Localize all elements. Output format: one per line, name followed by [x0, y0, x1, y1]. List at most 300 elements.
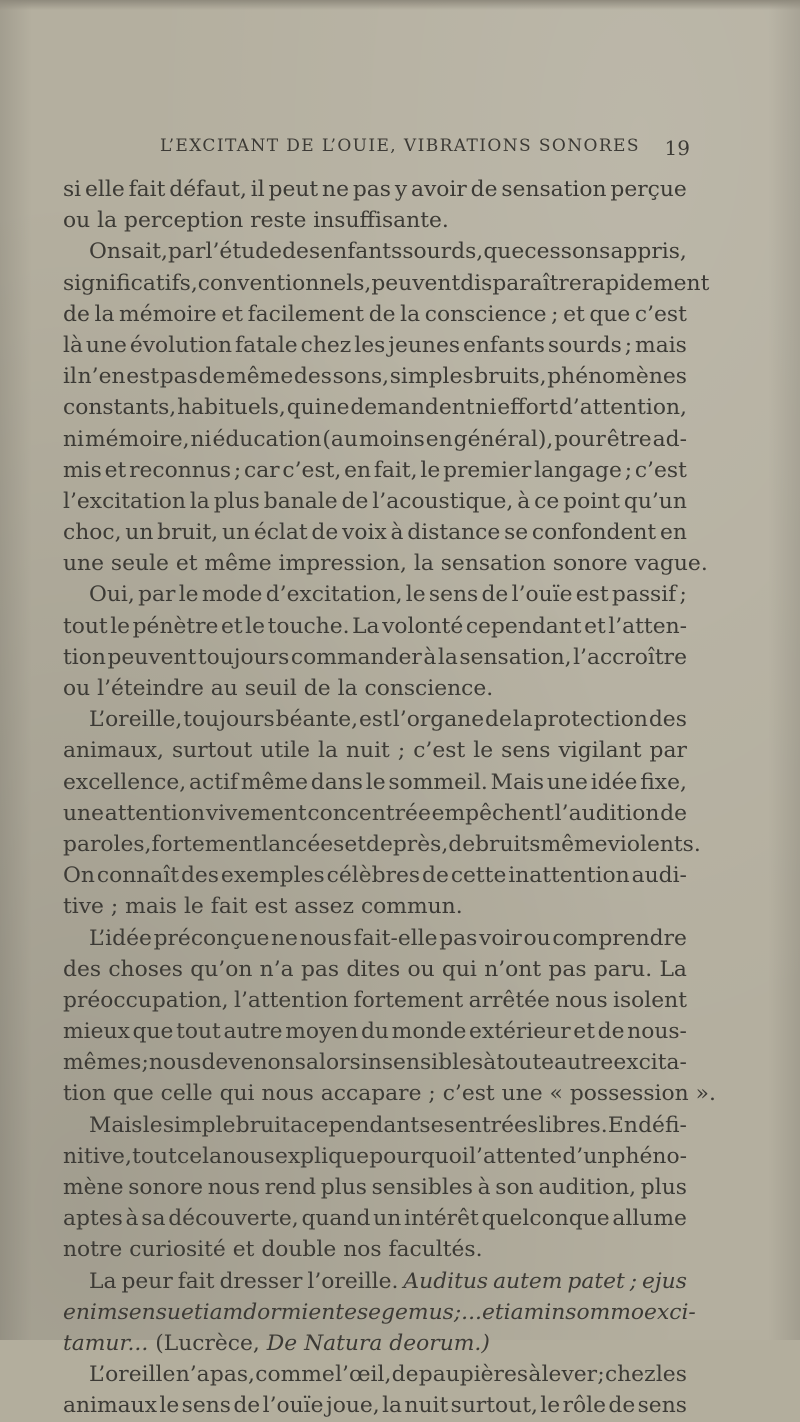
word: à: [483, 1050, 497, 1076]
word: l’attente: [469, 1143, 563, 1169]
word: des: [180, 863, 219, 889]
word: impression,: [278, 551, 407, 577]
text-line: [63, 798, 687, 829]
word: plus: [213, 488, 260, 514]
word: comprendre: [552, 925, 687, 951]
text-line: [63, 860, 687, 891]
page-top-edge: [0, 0, 800, 10]
text-line: [63, 1390, 687, 1421]
word: bruits,: [474, 364, 547, 390]
word: son: [495, 1175, 534, 1200]
word: de: [448, 831, 476, 857]
word: voix: [342, 520, 387, 546]
word: et: [573, 1019, 595, 1045]
word: préoccupation,: [63, 987, 229, 1013]
word: rôle: [562, 1393, 606, 1419]
word: sommo: [565, 1299, 645, 1325]
word: n’ont: [484, 956, 542, 982]
word: pénètre: [132, 613, 219, 639]
word: L’oreille,: [89, 707, 183, 733]
text-line: [63, 1047, 687, 1078]
word: en: [659, 520, 687, 546]
word: quelconque: [481, 1206, 610, 1232]
word: de: [311, 520, 339, 546]
text-line: [63, 985, 687, 1016]
text-line: [63, 923, 687, 954]
word: paru.: [593, 956, 653, 982]
word: exci-: [644, 1299, 696, 1325]
word: et: [175, 551, 198, 577]
text-line: [63, 205, 687, 236]
word: Oui,: [89, 582, 135, 608]
text-line: [63, 1078, 716, 1109]
word: point: [563, 488, 620, 514]
page-number: 19: [664, 136, 690, 160]
word: général),: [453, 426, 554, 452]
word: audi-: [631, 863, 687, 889]
word: y: [394, 177, 408, 202]
word: préconçue: [153, 925, 270, 951]
word: tout: [63, 613, 108, 639]
word: audition,: [538, 1175, 637, 1200]
word: surtout: [171, 738, 253, 764]
word: que: [483, 239, 525, 265]
word: a: [290, 1112, 304, 1138]
word: fatale: [235, 332, 298, 358]
word: le: [540, 1393, 561, 1419]
word: pour: [554, 426, 606, 452]
running-head: [160, 136, 690, 166]
word: à: [125, 1206, 139, 1232]
word: de: [660, 800, 687, 826]
word: à: [423, 644, 437, 670]
word: le: [159, 1393, 180, 1419]
word: ni: [190, 426, 212, 452]
word: fixe,: [640, 769, 687, 795]
word: passif: [611, 582, 677, 608]
word: éducation: [212, 426, 322, 452]
word: éclat: [253, 520, 308, 546]
word: celle: [160, 1081, 213, 1107]
word: c’est: [413, 738, 466, 764]
word: La: [659, 956, 687, 982]
word: plus: [640, 1175, 687, 1200]
word: en: [425, 426, 453, 452]
word: fortement: [151, 831, 262, 857]
word: perçue: [610, 177, 687, 202]
word: nitive,: [63, 1143, 132, 1169]
word: sommeil.: [388, 769, 488, 795]
word: l’ouïe: [511, 582, 573, 608]
word: plus: [320, 1175, 367, 1200]
word: qu’on: [190, 956, 253, 982]
word: l’atten-: [608, 613, 687, 639]
word: sens: [637, 1393, 687, 1419]
text-line: [63, 735, 687, 766]
word: évolution: [129, 332, 233, 358]
word: n’a: [175, 1362, 210, 1388]
word: excellence,: [63, 769, 187, 795]
word: nous: [555, 987, 608, 1013]
word: mémoire: [119, 301, 217, 327]
word: sonore: [552, 551, 628, 577]
word: commun.: [360, 894, 463, 920]
word: de: [341, 488, 369, 514]
text-line: [63, 455, 687, 486]
word: la: [512, 707, 533, 733]
text-line: [63, 1359, 687, 1390]
word: mieux: [63, 1019, 130, 1045]
word: facultés.: [388, 1237, 483, 1263]
word: un: [125, 520, 154, 546]
word: fait: [177, 1268, 215, 1294]
word: On: [63, 863, 95, 889]
word: isolent: [613, 987, 687, 1013]
word: être: [606, 426, 652, 452]
word: et: [344, 831, 366, 857]
word: chez: [300, 332, 352, 358]
word: de: [485, 707, 512, 733]
word: la: [437, 644, 458, 670]
word: tout: [132, 1143, 177, 1169]
word: est: [575, 582, 609, 608]
word: simples: [389, 364, 474, 390]
word: etiam: [481, 1299, 545, 1325]
word: dites: [346, 956, 401, 982]
word: Mais: [89, 1112, 143, 1138]
word: ne: [322, 177, 349, 202]
text-line: [63, 236, 687, 267]
word: quand: [301, 1206, 371, 1232]
text-line: [63, 486, 687, 517]
word: par: [649, 738, 687, 764]
word: vague.: [634, 551, 708, 577]
word: des: [648, 707, 687, 733]
word: l’audition: [554, 800, 660, 826]
word: exemples: [220, 863, 325, 889]
word: intérêt: [404, 1206, 479, 1232]
word: sens: [181, 1393, 231, 1419]
word: ou: [523, 925, 551, 951]
word: pas: [548, 956, 587, 982]
word: près,: [392, 831, 449, 857]
word: mais: [125, 894, 177, 920]
word: fait-elle: [353, 925, 438, 951]
word: pas: [439, 925, 478, 951]
word: une: [501, 1081, 543, 1107]
word: nuit: [346, 738, 390, 764]
word: de: [481, 582, 509, 608]
word: les: [655, 1362, 687, 1388]
word: libres.: [538, 1112, 608, 1138]
text-line: [63, 954, 687, 985]
word: jeunes: [388, 332, 461, 358]
word: une: [63, 551, 104, 577]
word: conscience: [424, 301, 547, 327]
word: aptes: [63, 1206, 123, 1232]
text-line: [63, 891, 687, 922]
word: n’a: [259, 956, 294, 982]
text-line: [63, 268, 710, 299]
word: le: [420, 457, 441, 483]
word: par: [168, 239, 206, 265]
text-line: [63, 829, 701, 860]
word: seule: [110, 551, 169, 577]
word: ».: [695, 1081, 716, 1107]
word: la: [382, 1393, 403, 1419]
text-line: [63, 579, 687, 610]
text-line: [63, 611, 687, 642]
word: sonore: [128, 1175, 203, 1200]
word: paroles,: [63, 831, 152, 857]
word: que: [132, 1019, 174, 1045]
word: cependant: [465, 613, 582, 639]
word: sa: [141, 1206, 166, 1232]
word: empêchent: [431, 800, 554, 826]
text-line: [63, 517, 687, 548]
word: conscience.: [364, 676, 494, 701]
word: peut: [268, 177, 319, 202]
word: dans: [310, 769, 363, 795]
text-line: [63, 1297, 696, 1328]
word: tion: [63, 1081, 106, 1107]
word: même: [204, 551, 272, 577]
word: inattention: [508, 863, 630, 889]
word: La: [352, 613, 380, 639]
word: assez: [294, 894, 355, 920]
word: (au: [322, 426, 358, 452]
word: d’excitation,: [265, 582, 403, 608]
word: devenons: [201, 1050, 306, 1076]
word: l’excitation: [63, 488, 186, 514]
word: par: [138, 582, 176, 608]
word: qui: [219, 1081, 255, 1107]
word: sait,: [121, 239, 168, 265]
word: ni: [63, 426, 85, 452]
word: des: [282, 239, 321, 265]
word: l’acoustique,: [372, 488, 514, 514]
word: l’oreille.: [307, 1268, 399, 1294]
word: de: [63, 301, 90, 327]
word: ni: [475, 395, 497, 421]
word: actif: [189, 769, 239, 795]
word: pas: [352, 177, 391, 202]
word: De: [266, 1330, 298, 1356]
word: ;: [629, 1268, 638, 1294]
word: autre: [223, 1019, 283, 1045]
word: à: [477, 1175, 491, 1200]
word: premier: [443, 457, 532, 483]
word: même: [226, 364, 294, 390]
word: bruits: [475, 831, 541, 857]
word: reste: [250, 208, 307, 234]
word: un: [373, 1206, 402, 1232]
word: nous-: [627, 1019, 687, 1045]
word: d’attention,: [558, 395, 687, 421]
word: possession: [569, 1081, 689, 1107]
word: commander: [290, 644, 422, 670]
word: conventionnels,: [197, 270, 372, 296]
word: mêmes: [63, 1050, 142, 1076]
word: distance: [407, 520, 501, 546]
word: deorum.): [389, 1330, 490, 1356]
word: ;: [624, 457, 633, 483]
word: du: [360, 1019, 389, 1045]
word: curiosité: [129, 1237, 226, 1263]
word: confondent: [531, 520, 657, 546]
word: monde: [391, 1019, 467, 1045]
word: pas: [300, 956, 340, 982]
word: sensibles: [371, 1175, 473, 1200]
word: ad-: [652, 426, 687, 452]
text-line: [63, 548, 708, 579]
word: moins: [358, 426, 425, 452]
word: comme: [255, 1362, 335, 1388]
word: sensation: [440, 551, 546, 577]
word: l’œil,: [335, 1362, 392, 1388]
word: disparaître: [460, 270, 582, 296]
word: ou: [407, 956, 435, 982]
word: sensu: [117, 1299, 181, 1325]
word: enim: [63, 1299, 118, 1325]
word: qui: [441, 956, 477, 982]
word: dormientes: [243, 1299, 369, 1325]
word: l’étude: [205, 239, 282, 265]
word: in: [544, 1299, 566, 1325]
word: et: [104, 457, 127, 483]
word: car: [243, 457, 280, 483]
word: de: [470, 177, 498, 202]
word: la: [94, 301, 115, 327]
word: sens: [501, 738, 551, 764]
text-line: [63, 1110, 687, 1141]
text-line: [63, 1266, 687, 1297]
word: extérieur: [469, 1019, 571, 1045]
word: se: [504, 520, 529, 546]
word: béante,: [275, 707, 359, 733]
word: voir: [479, 925, 522, 951]
word: ;: [233, 457, 242, 483]
word: nos: [343, 1237, 382, 1263]
word: dresser: [219, 1268, 303, 1294]
text-line: [63, 1172, 687, 1203]
word: une: [63, 800, 104, 826]
word: d’un: [562, 1143, 612, 1169]
word: sons: [560, 239, 611, 265]
word: une: [85, 332, 127, 358]
word: la: [413, 551, 434, 577]
word: ses: [419, 1112, 455, 1138]
word: volonté: [382, 613, 464, 639]
word: de: [303, 676, 331, 701]
word: mène: [63, 1175, 124, 1200]
word: explique: [274, 1143, 369, 1169]
word: peur: [121, 1268, 173, 1294]
word: de: [391, 1362, 419, 1388]
word: les: [354, 332, 386, 358]
word: vivement: [205, 800, 307, 826]
word: à: [390, 520, 404, 546]
word: excita-: [613, 1050, 687, 1076]
word: en: [344, 457, 372, 483]
word: sensation,: [459, 644, 572, 670]
word: de: [597, 1019, 625, 1045]
word: pas,: [209, 1362, 255, 1388]
word: En: [607, 1112, 638, 1138]
word: toujours: [197, 644, 290, 670]
word: défaut,: [169, 177, 247, 202]
word: tive: [63, 894, 104, 920]
text-line: [63, 704, 687, 735]
word: fait,: [373, 457, 418, 483]
word: elle: [85, 177, 125, 202]
word: ;...: [453, 1299, 482, 1325]
word: toujours: [183, 707, 275, 733]
word: patet: [567, 1268, 625, 1294]
word: est: [254, 894, 288, 920]
word: des: [293, 364, 332, 390]
word: l’attention: [233, 987, 349, 1013]
text-line: [63, 767, 687, 798]
word: de: [233, 1393, 261, 1419]
word: pas: [159, 364, 198, 390]
word: des: [63, 956, 102, 982]
word: de: [608, 1393, 636, 1419]
word: enfants: [462, 332, 545, 358]
word: ;: [397, 738, 406, 764]
text-line: [63, 673, 687, 704]
word: sons,: [332, 364, 390, 390]
word: le: [245, 613, 266, 639]
word: que: [112, 1081, 154, 1107]
word: animaux: [63, 1393, 157, 1419]
word: une: [546, 769, 588, 795]
word: nuit: [404, 1393, 449, 1419]
word: ;: [110, 894, 119, 920]
word: perception: [124, 208, 244, 234]
word: appris,: [610, 239, 687, 265]
word: rapidement: [581, 270, 710, 296]
word: même: [240, 769, 308, 795]
word: de: [366, 831, 393, 857]
word: la: [189, 488, 210, 514]
word: ne: [322, 395, 350, 421]
word: avoir: [410, 177, 467, 202]
word: joue,: [325, 1393, 380, 1419]
word: mémoire,: [84, 426, 190, 452]
word: la: [318, 738, 338, 764]
word: ce: [534, 488, 560, 514]
word: ;: [551, 301, 559, 327]
word: qui: [286, 395, 322, 421]
text-line: [63, 1141, 687, 1172]
word: double: [261, 1237, 337, 1263]
word: mis: [63, 457, 102, 483]
word: sens: [428, 582, 479, 608]
word: fortement: [353, 987, 464, 1013]
text-line: [63, 1234, 687, 1265]
word: est: [359, 707, 392, 733]
word: le: [110, 613, 131, 639]
word: mais: [635, 332, 687, 358]
word: facilement: [247, 301, 365, 327]
word: ;: [141, 1050, 149, 1076]
word: accapare: [320, 1081, 422, 1107]
word: phéno-: [611, 1143, 687, 1169]
word: La: [89, 1268, 117, 1294]
word: egemus: [368, 1299, 454, 1325]
word: il: [250, 177, 265, 202]
